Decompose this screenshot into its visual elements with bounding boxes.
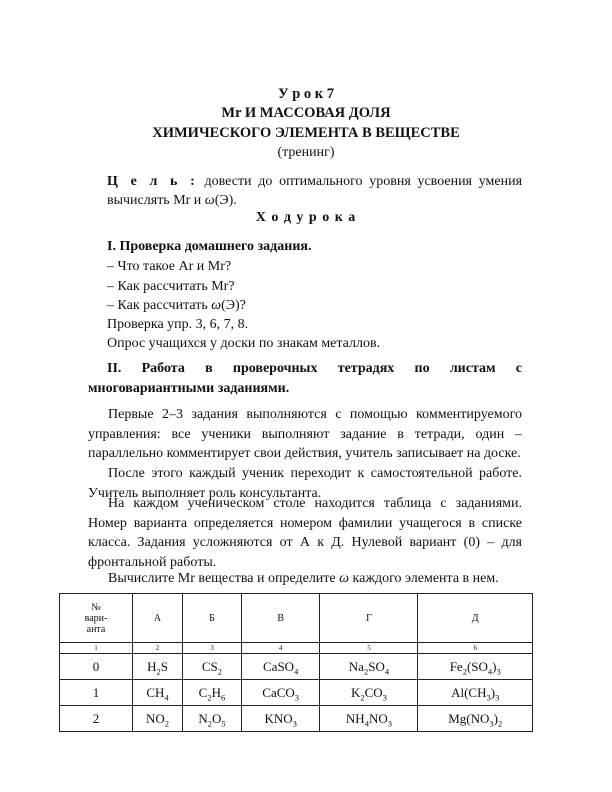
subtitle: (тренинг) bbox=[277, 145, 335, 160]
task-instruction bbox=[108, 569, 528, 589]
goal-line-1 bbox=[107, 172, 522, 192]
paragraph-3: На каждом ученическом столе находится таблица с заданиями. Номер варианта определяется номером фамилии учащегося в списке класса. Задания усложняются от А к Д. Нулевой вариант (0) – для фронтальной работы. bbox=[88, 496, 522, 570]
variant-number: 0 bbox=[60, 654, 133, 680]
column-number: 1 bbox=[60, 643, 133, 654]
formula-cell: $Mg(NO_3)_2$ bbox=[418, 706, 533, 732]
exercise-check: Проверка упр. 3, 6, 7, 8. bbox=[107, 317, 249, 332]
formula-cell: CaSO$_4$ bbox=[241, 654, 320, 680]
goal-line-2 bbox=[107, 191, 522, 211]
formula-cell: $NO_2$ bbox=[133, 706, 183, 732]
question-3a: – Как рассчитать bbox=[107, 298, 212, 313]
task-text-a: Вычислите Mr вещества и определите bbox=[108, 571, 340, 586]
formula-cell: $NH_4NO_3$ bbox=[320, 706, 418, 732]
task-text-b: каждого элемента в нем. bbox=[349, 571, 499, 586]
section2-heading-line2: многовариантными заданиями. bbox=[88, 381, 290, 396]
omega-symbol: ω bbox=[204, 193, 215, 208]
formula-cell: $Fe_2(SO_4)_3$ bbox=[418, 654, 533, 680]
formula-cell: $N_2O_5$ bbox=[183, 706, 242, 732]
table-header-row bbox=[60, 594, 533, 643]
variant-header: № вари- анта bbox=[60, 594, 133, 643]
formula-cell: $C_2H_6$ bbox=[183, 680, 242, 706]
table-row bbox=[60, 706, 533, 732]
question-1: – Что такое Ar и Mr? bbox=[107, 259, 232, 274]
course-heading: Х о д у р о к а bbox=[255, 210, 357, 225]
column-number-row bbox=[60, 643, 533, 654]
variants-table bbox=[59, 593, 533, 732]
question-3 bbox=[107, 296, 522, 316]
column-header: А bbox=[133, 594, 183, 643]
table-row bbox=[60, 654, 533, 680]
formula-cell: CaCO$_3$ bbox=[241, 680, 320, 706]
title-line-2: ХИМИЧЕСКОГО ЭЛЕМЕНТА В ВЕЩЕСТВЕ bbox=[152, 125, 460, 141]
formula-cell: $Na_2SO_4$ bbox=[320, 654, 418, 680]
table-row bbox=[60, 680, 533, 706]
goal-label: Ц е л ь : bbox=[107, 174, 198, 189]
column-header: Г bbox=[320, 594, 418, 643]
formula-cell: $Al(CH_3)_3$ bbox=[418, 680, 533, 706]
goal-text-1: довести до оптимального уровня усвоения умения bbox=[204, 174, 523, 189]
column-number: 3 bbox=[183, 643, 242, 654]
goal-text-2a: вычислять Mr и bbox=[107, 193, 205, 208]
column-header: В bbox=[241, 594, 320, 643]
paragraph-1: Первые 2–3 задания выполняются с помощью комментируемого управления: все ученики выполняют задание в тетради, один – параллельно комментирует свои действия, учитель записывает на доске. bbox=[88, 407, 522, 461]
column-number: 2 bbox=[133, 643, 183, 654]
table-body bbox=[60, 654, 533, 732]
goal-text-2b: (Э). bbox=[214, 193, 237, 208]
paragraph-2: После этого каждый ученик переходит к самостоятельной работе. Учитель выполняет роль консультанта. bbox=[88, 466, 522, 501]
section2-heading-line1: II. Работа в проверочных тетрадях по листам с bbox=[107, 361, 522, 376]
variant-number: 1 bbox=[60, 680, 133, 706]
omega-symbol: ω bbox=[211, 298, 222, 313]
lesson-number: У р о к 7 bbox=[277, 86, 335, 102]
variant-number: 2 bbox=[60, 706, 133, 732]
title-line-1: Mr И МАССОВАЯ ДОЛЯ bbox=[221, 105, 391, 121]
formula-cell: $CH_4$ bbox=[133, 680, 183, 706]
column-number: 6 bbox=[418, 643, 533, 654]
column-number: 4 bbox=[241, 643, 320, 654]
question-2: – Как рассчитать Mr? bbox=[107, 279, 235, 294]
formula-cell: $K_2CO_3$ bbox=[320, 680, 418, 706]
formula-cell: $CS_2$ bbox=[183, 654, 242, 680]
column-header: Б bbox=[183, 594, 242, 643]
question-3b: (Э)? bbox=[221, 298, 246, 313]
survey-line: Опрос учащихся у доски по знакам металлов. bbox=[107, 336, 381, 351]
column-number: 5 bbox=[320, 643, 418, 654]
omega-symbol: ω bbox=[339, 571, 350, 586]
section1-heading: I. Проверка домашнего задания. bbox=[107, 239, 312, 254]
column-header: Д bbox=[418, 594, 533, 643]
formula-cell: $KNO_3$ bbox=[241, 706, 320, 732]
formula-cell: $H_2S$ bbox=[133, 654, 183, 680]
